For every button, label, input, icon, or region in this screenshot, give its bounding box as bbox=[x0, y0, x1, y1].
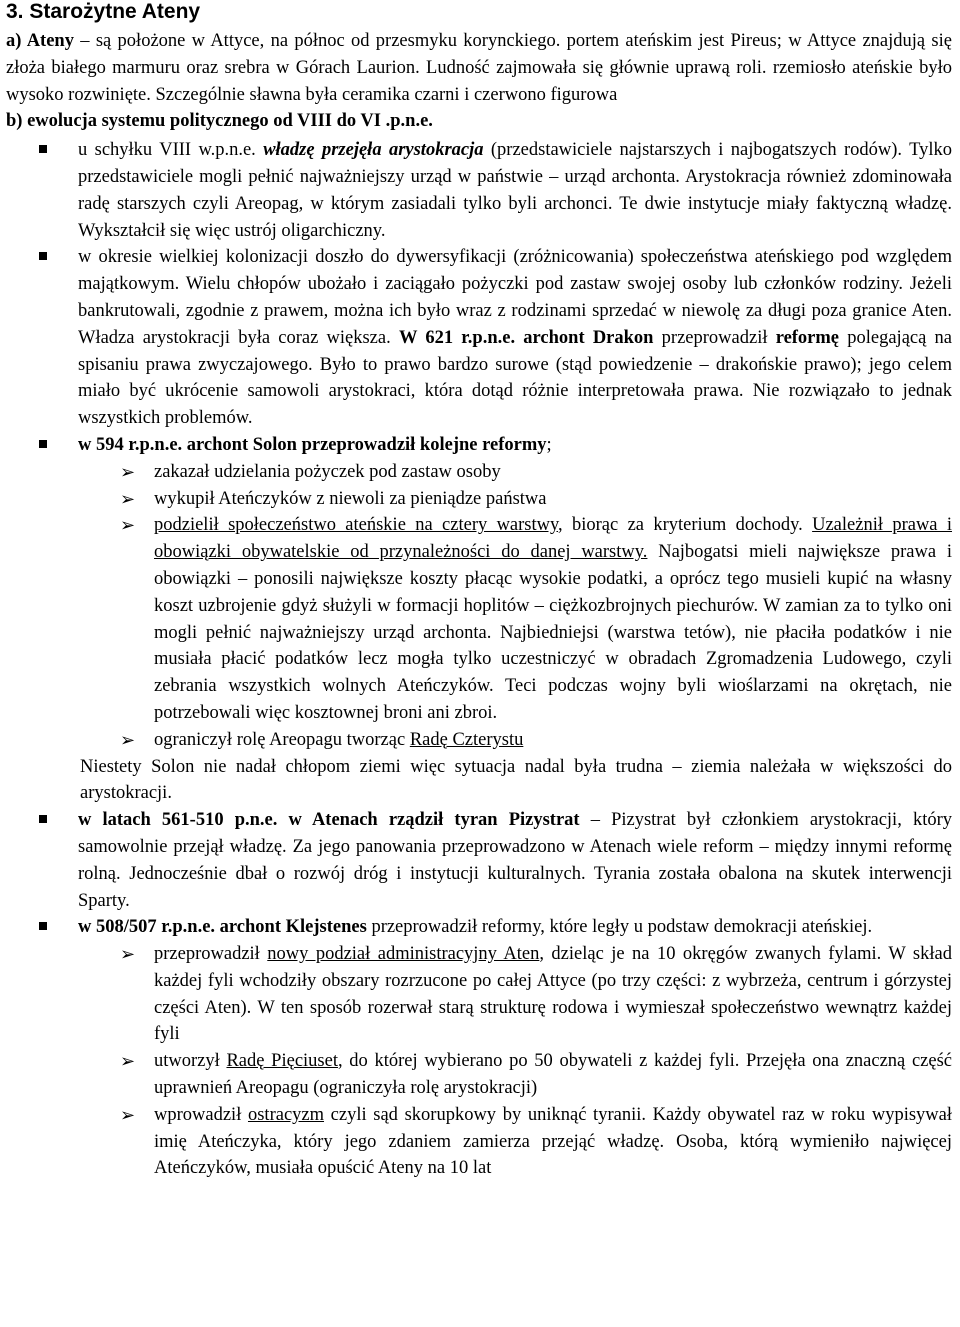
main-bullet-list bbox=[6, 137, 952, 459]
list-item-colonization bbox=[6, 244, 952, 432]
text-span: polegającą na spisaniu prawa zwyczajowego. Było to prawo bardzo surowe (stąd powiedzenie – drakońskie prawo); jego celem miało być ukrócenie samowoli arystokraci, która dotąd różnie interpretowała prawa. Nie rozwiązało to jednak wszystkich problemów. bbox=[78, 327, 952, 429]
text-span: (przedstawiciele najstarszych i najbogatszych rodów). Tylko przedstawiciele mogli pełnić najważniejszy urząd w państwie – urząd archonta. Arystokracja również zdominowała radę starszych czyli Areopag, w którym zasiadali tylko byli archonci. Te dwie instytucje miały faktyczną władzę. Wykształcił się więc ustrój oligarchiczny. bbox=[78, 140, 952, 241]
list-item-aristocracy bbox=[6, 137, 952, 244]
emphasis-span: władzę przejęła arystokracja bbox=[263, 140, 484, 161]
underlined-span: Uzależnił prawa i obowiązki obywatelskie od przynależności do danej warstwy. bbox=[154, 515, 952, 563]
cleisthenes-reform-list bbox=[6, 941, 952, 1182]
sub-item bbox=[6, 727, 952, 754]
sub-item bbox=[6, 1102, 952, 1182]
text-span: ograniczył rolę Areopagu tworząc bbox=[154, 729, 410, 750]
text-span: , biorąc za kryterium dochody. bbox=[558, 515, 813, 536]
arrow-bullet-icon: ➢ bbox=[120, 729, 136, 750]
underlined-span: Radę Pięciuset bbox=[226, 1051, 338, 1072]
text-span: przeprowadził bbox=[154, 944, 268, 965]
list-item-pisistratus bbox=[6, 807, 952, 914]
text-span: czyli sąd skorupkowy by uniknąć tyranii. Każdy obywatel raz w roku wypisywał imię Ateńczyka, który jego zdaniem zamierza przejąć władzę. Osoba, którą wymieniło najwięcej Ateńczyków, musiała opuścić Ateny na 10 lat bbox=[154, 1104, 952, 1179]
emphasis-span: w 594 r.p.n.e. archont Solon przeprowadził kolejne reformy bbox=[78, 434, 547, 455]
sub-item bbox=[6, 486, 952, 513]
text-span: Najbogatsi mieli największe prawa i obowiązki – ponosili największe koszty płacąc wysokie podatki, a oprócz tego musieli kupić na własny koszt uzbrojenie gdyż służyli w formacji hoplitów – ciężkozbrojnych piechurów. W zamian za to tylko oni mogli pełnić najważniejszy urząd archonta. Najbiedniejsi (warstwa tetów), nie płaciła podatków i nie musiała płacić podatków lecz mogła tylko uczestniczyć w obradach Zgromadzenia Ludowego, czyli zebrania wszystkich wolnych Ateńczyków. Teci podczas wojny byli wioślarzami na okrętach, nie potrzebowali więc kosztownej broni ani zbroi. bbox=[154, 542, 952, 723]
text-span: – Pizystrat był członkiem arystokracji, który samowolnie przejął władzę. Za jego panowania przeprowadzono w Atenach wiele reform – między innymi reformę rolną. Jednocześnie dbał o rozwój dróg i instytucji kulturalnych. Tyrania została obalona na skutek interwencji Sparty. bbox=[78, 810, 952, 911]
arrow-bullet-icon: ➢ bbox=[120, 1051, 136, 1072]
emphasis-span: w 508/507 r.p.n.e. archont Klejstenes bbox=[78, 917, 367, 938]
text-span: utworzył bbox=[154, 1051, 227, 1072]
text-span: przeprowadził bbox=[653, 327, 776, 348]
arrow-bullet-icon: ➢ bbox=[120, 488, 136, 509]
section-a-paragraph bbox=[6, 28, 952, 108]
sub-item bbox=[6, 1048, 952, 1102]
arrow-bullet-icon: ➢ bbox=[120, 515, 136, 536]
section-a-label: a) Ateny bbox=[6, 31, 74, 51]
section-b-title: b) ewolucja systemu politycznego od VIII do VI .p.n.e. bbox=[6, 111, 433, 132]
sub-item bbox=[6, 459, 952, 486]
arrow-bullet-icon: ➢ bbox=[120, 461, 136, 482]
arrow-bullet-icon: ➢ bbox=[120, 1104, 136, 1125]
list-item-solon bbox=[6, 432, 952, 459]
page-title: 3. Starożytne Ateny bbox=[6, 0, 201, 23]
underlined-span: ostracyzm bbox=[247, 1104, 325, 1125]
text-span: zakazał udzielania pożyczek pod zastaw osoby bbox=[154, 461, 501, 482]
solon-reform-list bbox=[6, 459, 952, 754]
text-span: wprowadził bbox=[154, 1104, 248, 1125]
text-span: w okresie wielkiej kolonizacji doszło do dywersyfikacji (zróżnicowania) społeczeństwa ateńskiego pod względem majątkowym. Wielu chłopów ubożało i zaciągało pożyczki pod zastaw swojej osoby lub członków rodziny. Jeżeli bankrutowali, zgodnie z prawem, można ich było wraz z rodzinami sprzedać w niewolę za długi poza granice Aten. Władza arystokracji była coraz większa. bbox=[78, 247, 952, 348]
emphasis-span: W 621 r.p.n.e. archont Drakon bbox=[398, 327, 654, 348]
text-span: , dzieląc je na 10 okręgów zwanych fylami. W skład każdej fyli wchodziły obszary rozrzucone po całej Attyce (po trzy części: z wybrzeża, centrum i górzystej części Aten). W ten sposób rozerwał starą strukturę rodowa i wymieszał społeczeństwo wewnątrz każdej fyli bbox=[154, 944, 952, 1045]
section-a-text: – są położone w Attyce, na północ od przesmyku korynckiego. portem ateńskim jest Pireus; w Attyce znajdują się złoża białego marmuru oraz srebra w Górach Laurion. Ludność zajmowała się głównie uprawą roli. rzemiosło ateńskie było wysoko rozwinięte. Szczególnie sławna była ceramika czarni i czerwono figurowa bbox=[6, 31, 952, 105]
sub-item bbox=[6, 512, 952, 726]
list-item-cleisthenes bbox=[6, 914, 952, 941]
text-span: ; bbox=[546, 434, 552, 455]
solon-conclusion: Niestety Solon nie nadał chłopom ziemi więc sytuacja nadal była trudna – ziemia należała w większości do arystokracji. bbox=[80, 756, 952, 804]
underlined-span: Radę Czterystu bbox=[409, 729, 524, 750]
text-span: , do której wybierano po 50 obywateli z każdej fyli. Przejęła ona znaczną część uprawnień Areopagu (ograniczyła rolę arystokracji) bbox=[154, 1051, 952, 1099]
text-span: u schyłku VIII w.p.n.e. bbox=[78, 140, 264, 161]
underlined-span: nowy podział administracyjny Aten bbox=[267, 944, 540, 965]
underlined-span: podzielił społeczeństwo ateńskie na cztery warstwy bbox=[154, 515, 559, 536]
text-span: wykupił Ateńczyków z niewoli za pieniądze państwa bbox=[154, 488, 547, 509]
emphasis-span: reformę bbox=[775, 327, 840, 348]
arrow-bullet-icon: ➢ bbox=[120, 944, 136, 965]
text-span: przeprowadził reformy, które legły u podstaw demokracji ateńskiej. bbox=[366, 917, 873, 938]
main-bullet-list-2 bbox=[6, 807, 952, 941]
emphasis-span: w latach 561-510 p.n.e. w Atenach rządził tyran Pizystrat bbox=[78, 810, 580, 831]
sub-item bbox=[6, 941, 952, 1048]
